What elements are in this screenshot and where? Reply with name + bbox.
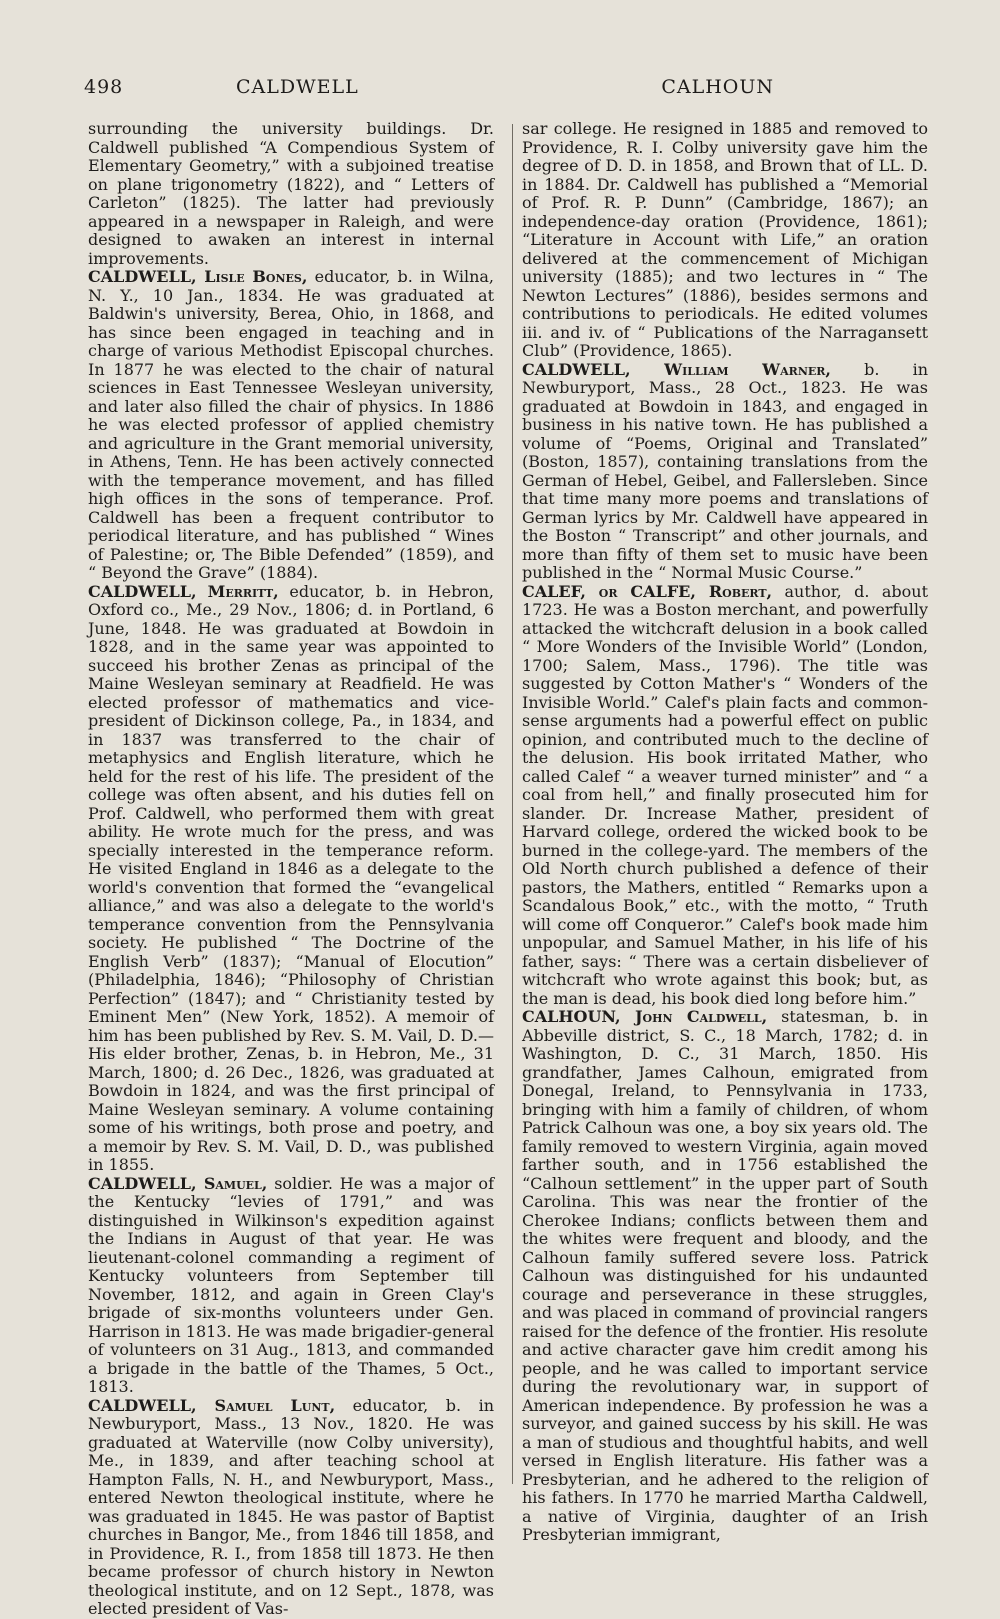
column-divider	[512, 124, 513, 1484]
page-number: 498	[84, 76, 124, 98]
entry-name: CALDWELL, Merritt,	[88, 581, 279, 601]
entry-text: statesman, b. in Abbeville district, S. C., 18 March, 1782; d. in Washington, D. C., 31 March, 1850. His grandfather, James Calhoun, emigrated from Donegal, Ireland, to Pennsylvania in 1733, bringing with him a family of children, of whom Patrick Calhoun was one, a boy six years old. The family removed to western Virginia, again moved farther south, and in 1756 established the “Calhoun settlement” in the upper part of South Carolina. This was near the frontier of the Cherokee Indians; conflicts between them and the whites were frequent and bloody, and the Calhoun family suffered severe loss. Patrick Calhoun was distinguished for his undaunted courage and perseverance in these struggles, and was placed in command of provincial rangers raised for the defence of the frontier. His resolute and active character gave him credit among his people, and he was called to important service during the revolutionary war, in support of American independence. By profession he was a surveyor, and gained success by his skill. He was a man of studious and thoughtful habits, and well versed in English literature. His father was a Presbyterian, and he adhered to the religion of his fathers. In 1770 he married Martha Caldwell, a native of Virginia, daughter of an Irish Presbyterian immigrant,	[522, 1007, 929, 1544]
entry-name: CALEF, or CALFE, Robert,	[522, 581, 773, 601]
entry-name: CALDWELL, William Warner,	[522, 359, 831, 379]
entry-text: educator, b. in Wilna, N. Y., 10 Jan., 1834. He was graduated at Baldwin's university, Berea, Ohio, in 1868, and has since been engaged in teaching and in charge of various Methodist Episcopal churches. In 1877 he was elected to the chair of natural sciences in East Tennessee Wesleyan university, and later also filled the chair of physics. In 1886 he was elected professor of applied chemistry and agriculture in the Grant memorial university, in Athens, Tenn. He has been actively connected with the temperance movement, and has filled high offices in the sons of temperance. Prof. Caldwell has been a frequent contributor to periodical literature, and has published “ Wines of Palestine; or, The Bible Defended” (1859), and “ Beyond the Grave” (1884).	[88, 267, 494, 582]
entry-text: educator, b. in Hebron, Oxford co., Me., 29 Nov., 1806; d. in Portland, 6 June, 1848. He was graduated at Bowdoin in 1828, and in the same year was appointed to succeed his brother Zenas as principal of the Maine Wesleyan seminary at Readfield. He was elected professor of mathematics and vice-president of Dickinson college, Pa., in 1834, and in 1837 was transferred to the chair of metaphysics and English literature, which he held for the rest of his life. The president of the college was often absent, and his duties fell on Prof. Caldwell, who performed them with great ability. He wrote much for the press, and was specially interested in the temperance reform. He visited England in 1846 as a delegate to the world's convention that formed the “evangelical alliance,” and was also a delegate to the world's temperance convention from the Pennsylvania society. He published “ The Doctrine of the English Verb” (1837); “Manual of Elocution” (Philadelphia, 1846); “Philosophy of Christian Perfection” (1847); and “ Christianity tested by Eminent Men” (New York, 1852). A memoir of him has been published by Rev. S. M. Vail, D. D.—His elder brother, Zenas, b. in Hebron, Me., 31 March, 1800; d. 26 Dec., 1826, was graduated at Bowdoin in 1824, and was the first principal of Maine Wesleyan seminary. A volume containing some of his writings, both prose and poetry, and a memoir by Rev. S. M. Vail, D. D., was published in 1855.	[88, 581, 495, 1174]
entry-caldwell-samuel	[88, 1175, 494, 1397]
entry-text: surrounding the university buildings. Dr. Caldwell published “A Compendious System of Elementary Geometry,” with a subjoined treatise on plane trigonometry (1822), and “ Letters of Carleton” (1825). The latter had previously appeared in a newspaper in Raleigh, and were designed to awaken an interest in internal improvements.	[88, 119, 494, 268]
entry-text: educator, b. in Newburyport, Mass., 13 Nov., 1820. He was graduated at Waterville (now Colby university), Me., in 1839, and after teaching school at Hampton Falls, N. H., and Newburyport, Mass., entered Newton theological institute, where he was graduated in 1845. He was pastor of Baptist churches in Bangor, Me., from 1846 till 1858, and in Providence, R. I., from 1858 till 1873. He then became professor of church history in Newton theological institute, and on 12 Sept., 1878, was elected president of Vas-	[88, 1395, 495, 1618]
entry-calhoun-john-caldwell	[522, 1008, 928, 1545]
entry-name: CALDWELL, Samuel,	[88, 1173, 268, 1193]
entry-caldwell-merritt	[88, 583, 494, 1175]
right-running-head: CALHOUN	[661, 76, 774, 98]
entry-name: CALDWELL, Lisle Bones,	[88, 267, 308, 286]
entry-continuation	[88, 120, 494, 268]
entry-text: soldier. He was a major of the Kentucky “levies of 1791,” and was distinguished in Wilkinson's expedition against the Indians in August of that year. He was lieutenant-colonel commanding a regiment of Kentucky volunteers from September till November, 1812, and again in Green Clay's brigade of six-months volunteers under Gen. Harrison in 1813. He was made brigadier-general of volunteers on 31 Aug., 1813, and commanded a brigade in the battle of the Thames, 5 Oct., 1813.	[88, 1173, 494, 1396]
entry-text: author, d. about 1723. He was a Boston merchant, and powerfully attacked the witchcraft delusion in a book called “ More Wonders of the Invisible World” (London, 1700; Salem, Mass., 1796). The title was suggested by Cotton Mather's “ Wonders of the Invisible World.” Calef's plain facts and common-sense arguments had a powerful effect on public opinion, and contributed much to the decline of the delusion. His book irritated Mather, who called Calef “ a weaver turned minister” and “ a coal from hell,” and finally prosecuted him for slander. Dr. Increase Mather, president of Harvard college, ordered the wicked book to be burned in the college-yard. The members of the Old North church published a defence of their pastors, the Mathers, entitled “ Remarks upon a Scandalous Book,” etc., with the motto, “ Truth will come off Conqueror.” Calef's book made him unpopular, and Samuel Mather, in his life of his father, says: “ There was a certain disbeliever of witchcraft who wrote against this book; but, as the man is dead, his book died long before him.”	[522, 581, 929, 1008]
left-column	[88, 120, 494, 1619]
right-column	[522, 120, 928, 1545]
entry-text: b. in Newburyport, Mass., 28 Oct., 1823. He was graduated at Bowdoin in 1843, and engaged in business in his native town. He has published a volume of “Poems, Original and Translated” (Boston, 1857), containing translations from the German of Hebel, Geibel, and Fallersleben. Since that time many more poems and translations of German lyrics by Mr. Caldwell have appeared in the Boston “ Transcript” and other journals, and more than fifty of them set to music have been published in the “ Normal Music Course.”	[522, 359, 928, 582]
entry-text: sar college. He resigned in 1885 and removed to Providence, R. I. Colby university gave him the degree of D. D. in 1858, and Brown that of LL. D. in 1884. Dr. Caldwell has published a “Memorial of Prof. R. P. Dunn” (Cambridge, 1867); an independence-day oration (Providence, 1861); “Literature in Account with Life,” an oration delivered at the commencement of Michigan university (1885); and two lectures in “ The Newton Lectures” (1886), besides sermons and contributions to periodicals. He edited volumes iii. and iv. of “ Publications of the Narragansett Club” (Providence, 1865).	[522, 119, 928, 360]
entry-name: CALHOUN, John Caldwell,	[522, 1007, 768, 1026]
entry-name: CALDWELL, Samuel Lunt,	[88, 1395, 336, 1415]
entry-caldwell-william-warner	[522, 361, 928, 583]
entry-caldwell-samuel-lunt	[88, 1397, 494, 1619]
entry-calef-robert	[522, 583, 928, 1009]
entry-caldwell-lisle-bones	[88, 268, 494, 583]
entry-continuation	[522, 120, 928, 361]
left-running-head: CALDWELL	[236, 76, 359, 98]
